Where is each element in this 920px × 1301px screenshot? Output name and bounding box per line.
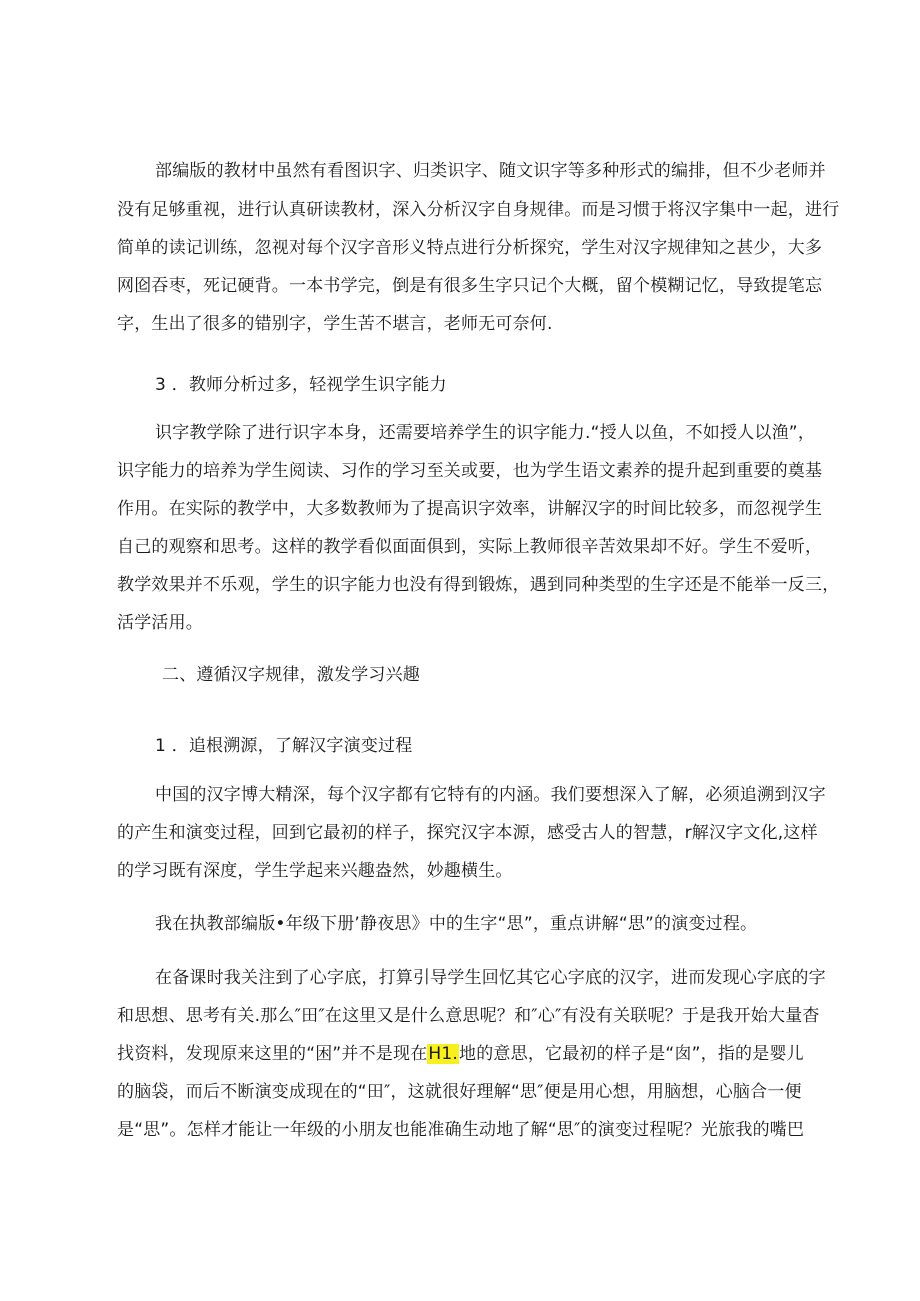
section-2-title: 二、遵循汉字规律，激发学习兴趣: [162, 665, 420, 685]
paragraph-3-line-3: 的学习既有深度，学生学起来兴趣盎然，妙趣横生。: [117, 861, 513, 881]
paragraph-2-line-1: 识字教学除了进行识字本身，还需要培养学生的识字能力.“授人以鱼，不如授人以渔”，: [155, 423, 816, 443]
paragraph-1-line-2: 没有足够重视，进行认真研读教材，深入分析汉字自身规律。而是习惯于将汉字集中一起，进行: [117, 200, 840, 220]
paragraph-5-line-3-text-before: 找资料，发现原来这里的“困”并不是现在: [117, 1044, 428, 1064]
paragraph-3-line-1: 中国的汉字博大精深，每个汉字都有它特有的内涵。我们要想深入了解，必须追溯到汉字: [155, 785, 826, 805]
paragraph-5-line-2: 和思想、思考有关.那么″田″在这里又是什么意思呢？和″心″有没有关联呢？于是我开始大量杳: [117, 1006, 820, 1026]
paragraph-2-line-3: 作用。在实际的教学中，大多数教师为了提高识字效率，讲解汉字的时间比较多，而忽视学生: [117, 499, 823, 519]
paragraph-2-line-5: 教学效果并不乐观，学生的识字能力也没有得到锻炼，遇到同种类型的生字还是不能举一反三，: [117, 575, 840, 595]
paragraph-2-line-2: 识字能力的培养为学生阅读、习作的学习至关或要，也为学生语文素养的提升起到重要的奠基: [117, 461, 823, 481]
paragraph-5-line-4: 的脑袋，而后不断演变成现在的“田″，这就很好理解“思″便是用心想，用脑想，心脑合一便: [117, 1082, 802, 1102]
paragraph-5-line-3-text-after: 地的意思，它最初的样子是“囱”，指的是婴儿: [459, 1044, 804, 1064]
paragraph-4: 我在执教部编版•年级下册’静夜思》中的生字“思”，重点讲解“思”的演变过程。: [155, 914, 758, 934]
paragraph-5-line-5: 是“思”。怎样才能让一年级的小朋友也能准确生动地了解“思″的演变过程呢？光旅我的嘴巴: [117, 1120, 805, 1140]
paragraph-5-line-3: [117, 1043, 804, 1065]
paragraph-1-line-5: 字，生出了很多的错别字，学生苦不堪言，老师无可奈何.: [117, 314, 553, 334]
heading-3: 3 ．教师分析过多，轻视学生识字能力: [155, 375, 447, 395]
paragraph-5-line-1: 在备课时我关注到了心字底，打算引导学生回忆其它心字底的汉字，进而发现心字底的字: [155, 968, 826, 988]
paragraph-1-line-4: 网囵吞枣，死记硬背。一本书学完，倒是有很多生字只记个大概，留个模糊记忆，导致提笔忘: [117, 276, 823, 296]
paragraph-1-line-3: 简单的读记训练，忽视对每个汉字音形义特点进行分析探究，学生对汉字规律知之甚少，大多: [117, 238, 823, 258]
paragraph-3-line-2: 的产生和演变过程，回到它最初的样子，探究汉字本源，感受古人的智慧，r解汉字文化,这样: [117, 823, 818, 843]
heading-1: 1 ．追根溯源，了解汉字演变过程: [155, 736, 413, 756]
paragraph-1-line-1: 部编版的教材中虽然有看图识字、归类识字、随文识字等多种形式的编排，但不少老师并: [155, 161, 826, 181]
paragraph-2-line-6: 活学活用。: [117, 613, 203, 633]
highlighted-text: H1.: [428, 1044, 459, 1064]
paragraph-2-line-4: 自己的观察和思考。这样的教学看似面面俱到，实际上教师很辛苦效果却不好。学生不爱听，: [117, 537, 823, 557]
